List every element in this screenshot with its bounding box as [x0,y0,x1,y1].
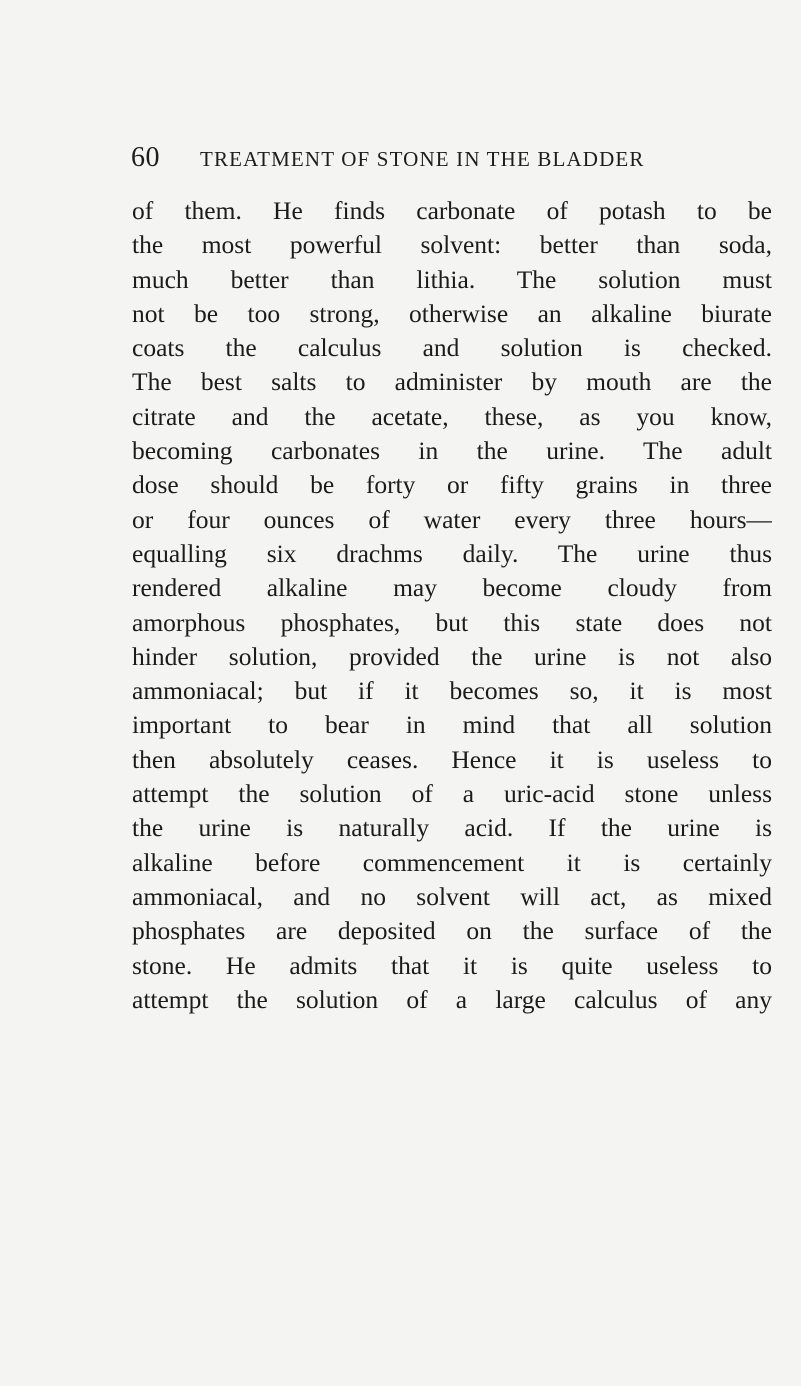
text-line: then absolutely ceases. Hence it is useless to [132,744,772,774]
running-head [131,142,771,180]
text-line: hinder solution, provided the urine is not also [132,641,772,671]
text-line: amorphous phosphates, but this state does not [132,607,772,637]
text-line: or four ounces of water every three hours— [132,504,772,534]
text-line: attempt the solution of a large calculus of any [132,984,772,1014]
text-line: phosphates are deposited on the surface of the [132,916,772,946]
text-line: ammoniacal, and no solvent will act, as mixed [132,881,772,911]
text-line: the urine is naturally acid. If the urine is [132,813,772,843]
page-number: 60 [131,142,160,173]
text-line: alkaline before commencement it is certainly [132,847,772,877]
text-line: becoming carbonates in the urine. The adult [132,436,772,466]
text-line: of them. He finds carbonate of potash to be [132,196,772,225]
text-line: rendered alkaline may become cloudy from [132,573,772,603]
text-line: dose should be forty or fifty grains in three [132,470,772,500]
text-line: citrate and the acetate, these, as you know, [132,401,772,431]
text-line: the most powerful solvent: better than soda, [132,230,772,260]
text-line: equalling six drachms daily. The urine thus [132,538,772,568]
text-line: The best salts to administer by mouth are the [132,367,772,397]
text-line: much better than lithia. The solution must [132,264,772,294]
text-line: not be too strong, otherwise an alkaline biurate [132,298,772,328]
text-line: ammoniacal; but if it becomes so, it is most [132,676,772,706]
text-line: attempt the solution of a uric-acid stone unless [132,779,772,809]
running-title: TREATMENT OF STONE IN THE BLADDER [200,147,645,171]
text-line: coats the calculus and solution is checked. [132,333,772,363]
text-line: stone. He admits that it is quite useless to [132,950,772,980]
body-text [132,194,772,1017]
text-line: important to bear in mind that all solution [132,710,772,740]
